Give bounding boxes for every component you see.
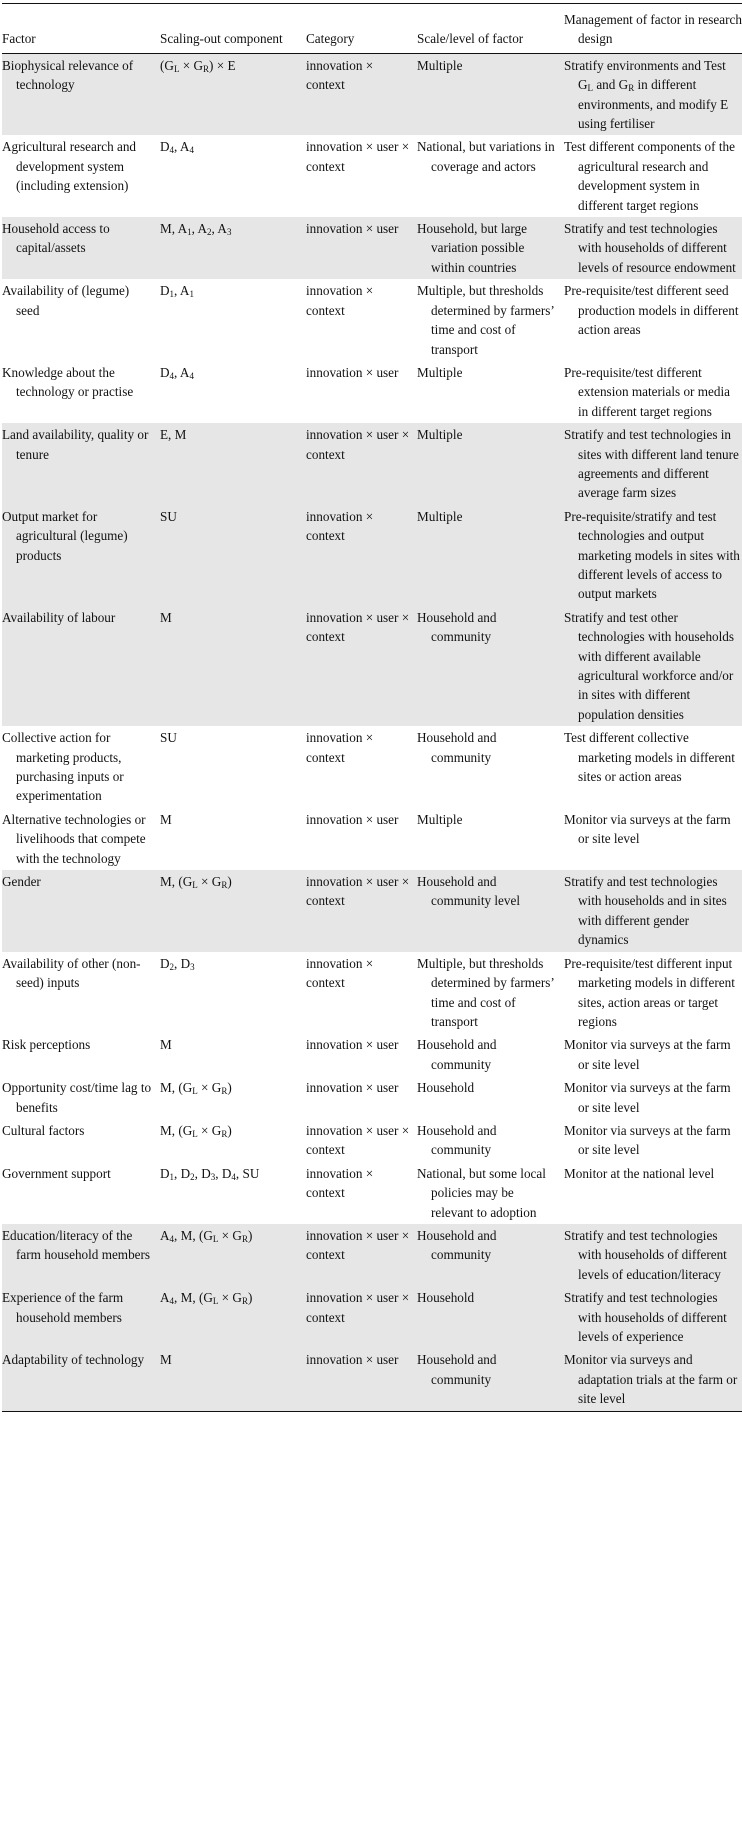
cell-category: innovation × context: [306, 730, 374, 765]
cell-scaling-out-component: M: [160, 811, 172, 827]
table-row: [2, 1119, 742, 1162]
cell-factor: Gender: [2, 870, 160, 952]
cell-category: innovation × context: [306, 505, 417, 606]
cell-category: innovation × user × context: [306, 423, 417, 505]
cell-scaling-out-component: $D_1$, $A_1$: [160, 283, 194, 300]
cell-scaling-out-component: $D_2$, $D_3$: [160, 955, 195, 972]
table-row: [2, 505, 742, 606]
cell-management: Stratify and test technologies with households and in sites with different gender dynamics: [564, 870, 742, 952]
cell-category: innovation × user × context: [306, 606, 417, 726]
cell-scale-level: Household: [417, 1286, 564, 1348]
cell-category: innovation × context: [306, 1165, 374, 1201]
cell-scaling-out-component: M, $(G_L \times G_R)$: [160, 1080, 232, 1097]
cell-scaling-out-component: M: [160, 1348, 306, 1411]
cell-management: Monitor via surveys at the farm or site level: [564, 811, 731, 847]
cell-scale-level: Household and community: [417, 730, 497, 765]
table-row: [2, 726, 742, 808]
cell-scaling-out-component: $D_4$, $A_4$: [160, 139, 194, 156]
cell-factor: Availability of (legume) seed: [2, 283, 130, 318]
table-row: [2, 361, 742, 423]
cell-factor: Household access to capital/assets: [2, 217, 160, 279]
cell-management: Stratify and test technologies in sites with different land tenure agreements and different average farm sizes: [564, 423, 742, 505]
cell-scale-level: Multiple: [417, 811, 463, 827]
cell-management: Monitor via surveys at the farm or site level: [564, 1080, 731, 1115]
cell-factor: Education/literacy of the farm household members: [2, 1224, 160, 1286]
cell-scale-level: Household: [417, 1080, 475, 1096]
cell-category: innovation × user × context: [306, 1122, 410, 1158]
cell-management: Monitor at the national level: [564, 1165, 715, 1181]
cell-scale-level: National, but variations in coverage and actors: [417, 139, 555, 174]
cell-scale-level: Multiple: [417, 364, 463, 380]
cell-scaling-out-component: SU: [160, 730, 177, 746]
table-row: [2, 1162, 742, 1224]
table-row: [2, 606, 742, 726]
cell-scale-level: Multiple, but thresholds determined by farmers’ time and cost of transport: [417, 283, 554, 357]
cell-management: Stratify and test technologies with households of different levels of resource endowment: [564, 217, 742, 279]
table-row: [2, 1224, 742, 1286]
table-row: [2, 217, 742, 279]
cell-scaling-out-component: M: [160, 606, 306, 726]
cell-management: Pre-requisite/test different extension materials or media in different target regions: [564, 364, 730, 419]
header-category: Category: [306, 31, 355, 47]
cell-factor: Opportunity cost/time lag to benefits: [2, 1080, 152, 1115]
cell-scaling-out-component: M: [160, 1037, 172, 1053]
cell-factor: Availability of labour: [2, 606, 160, 726]
cell-management: Pre-requisite/test different input marketing models in different sites, action areas or target regions: [564, 955, 735, 1029]
cell-management: Stratify environments and Test $G_L$ and $G_R$ in different environments, and modify E using fertiliser: [564, 53, 742, 135]
cell-scaling-out-component: M, $A_1$, $A_2$, $A_3$: [160, 217, 306, 279]
header-scale-level: Scale/level of factor: [417, 31, 524, 47]
table-row: [2, 1286, 742, 1348]
cell-scale-level: Household and community: [417, 1348, 564, 1411]
cell-factor: Agricultural research and development system (including extension): [2, 139, 137, 194]
cell-management: Pre-requisite/stratify and test technologies and output marketing models in sites with different levels of access to output markets: [564, 505, 742, 606]
cell-category: innovation × context: [306, 283, 374, 318]
header-management: Management of factor in research design: [564, 12, 742, 47]
table-row: [2, 53, 742, 135]
cell-factor: Biophysical relevance of technology: [2, 53, 160, 135]
cell-factor: Experience of the farm household members: [2, 1286, 160, 1348]
cell-management: Monitor via surveys and adaptation trials at the farm or site level: [564, 1348, 742, 1411]
cell-category: innovation × user: [306, 1080, 399, 1096]
cell-category: innovation × user × context: [306, 1224, 417, 1286]
table-row: [2, 1348, 742, 1411]
cell-scaling-out-component: M, $(G_L \times G_R)$: [160, 1122, 232, 1139]
table-header-row: [2, 4, 742, 54]
cell-management: Stratify and test other technologies with households with different available agricultural workforce and/or in sites with different population densities: [564, 606, 742, 726]
cell-scale-level: Multiple, but thresholds determined by farmers’ time and cost of transport: [417, 955, 554, 1029]
cell-scale-level: Household and community level: [417, 870, 564, 952]
cell-scale-level: Multiple: [417, 53, 564, 135]
cell-factor: Cultural factors: [2, 1122, 85, 1138]
cell-management: Stratify and test technologies with households of different levels of education/literacy: [564, 1224, 742, 1286]
cell-scaling-out-component: $D_4$, $A_4$: [160, 364, 194, 381]
cell-category: innovation × context: [306, 53, 417, 135]
cell-factor: Land availability, quality or tenure: [2, 423, 160, 505]
header-scaling-out-component: Scaling-out component: [160, 31, 283, 47]
cell-management: Test different collective marketing models in different sites or action areas: [564, 730, 735, 785]
cell-scaling-out-component: M, $(G_L \times G_R)$: [160, 870, 306, 952]
table-row: [2, 423, 742, 505]
table-row: [2, 135, 742, 217]
cell-scale-level: Household and community: [417, 1224, 564, 1286]
cell-category: innovation × user × context: [306, 139, 410, 174]
table-row: [2, 279, 742, 361]
cell-factor: Alternative technologies or livelihoods that compete with the technology: [2, 811, 146, 866]
cell-factor: Risk perceptions: [2, 1037, 91, 1053]
cell-scale-level: Household and community: [417, 606, 564, 726]
cell-scaling-out-component: $(G_L \times G_R) \times E$: [160, 53, 306, 135]
cell-management: Monitor via surveys at the farm or site level: [564, 1037, 731, 1072]
cell-category: innovation × context: [306, 955, 374, 991]
cell-management: Stratify and test technologies with households of different levels of experience: [564, 1286, 742, 1348]
cell-scale-level: Household, but large variation possible within countries: [417, 217, 564, 279]
cell-scale-level: Multiple: [417, 505, 564, 606]
factor-table: [2, 3, 742, 1412]
table-row: [2, 870, 742, 952]
table-row: [2, 952, 742, 1034]
cell-scaling-out-component: $D_1$, $D_2$, $D_3$, $D_4$, SU: [160, 1165, 260, 1182]
table-row: [2, 1076, 742, 1119]
header-factor: Factor: [2, 31, 36, 47]
cell-category: innovation × user: [306, 364, 399, 380]
cell-category: innovation × user × context: [306, 870, 417, 952]
cell-factor: Availability of other (non-seed) inputs: [2, 955, 141, 991]
cell-scale-level: Household and community: [417, 1037, 497, 1072]
table-body: [2, 53, 742, 1411]
cell-factor: Government support: [2, 1165, 111, 1181]
cell-scaling-out-component: $A_4$, M, $(G_L \times G_R)$: [160, 1224, 306, 1286]
cell-management: Pre-requisite/test different seed production models in different action areas: [564, 283, 739, 338]
cell-factor: Collective action for marketing products, purchasing inputs or experimentation: [2, 730, 124, 804]
cell-management: Test different components of the agricultural research and development system in different target regions: [564, 139, 735, 213]
cell-factor: Knowledge about the technology or practise: [2, 364, 134, 400]
table-row: [2, 1033, 742, 1076]
cell-category: innovation × user × context: [306, 1286, 417, 1348]
cell-category: innovation × user: [306, 811, 399, 827]
cell-management: Monitor via surveys at the farm or site level: [564, 1122, 731, 1158]
table-row: [2, 808, 742, 870]
cell-scaling-out-component: SU: [160, 505, 306, 606]
cell-factor: Output market for agricultural (legume) products: [2, 505, 160, 606]
cell-factor: Adaptability of technology: [2, 1348, 160, 1411]
cell-category: innovation × user: [306, 1037, 399, 1053]
cell-scaling-out-component: E, M: [160, 423, 306, 505]
cell-scale-level: National, but some local policies may be relevant to adoption: [417, 1165, 546, 1220]
cell-category: innovation × user: [306, 217, 417, 279]
cell-scale-level: Household and community: [417, 1122, 497, 1158]
cell-scale-level: Multiple: [417, 423, 564, 505]
cell-scaling-out-component: $A_4$, M, $(G_L \times G_R)$: [160, 1286, 306, 1348]
cell-category: innovation × user: [306, 1348, 417, 1411]
